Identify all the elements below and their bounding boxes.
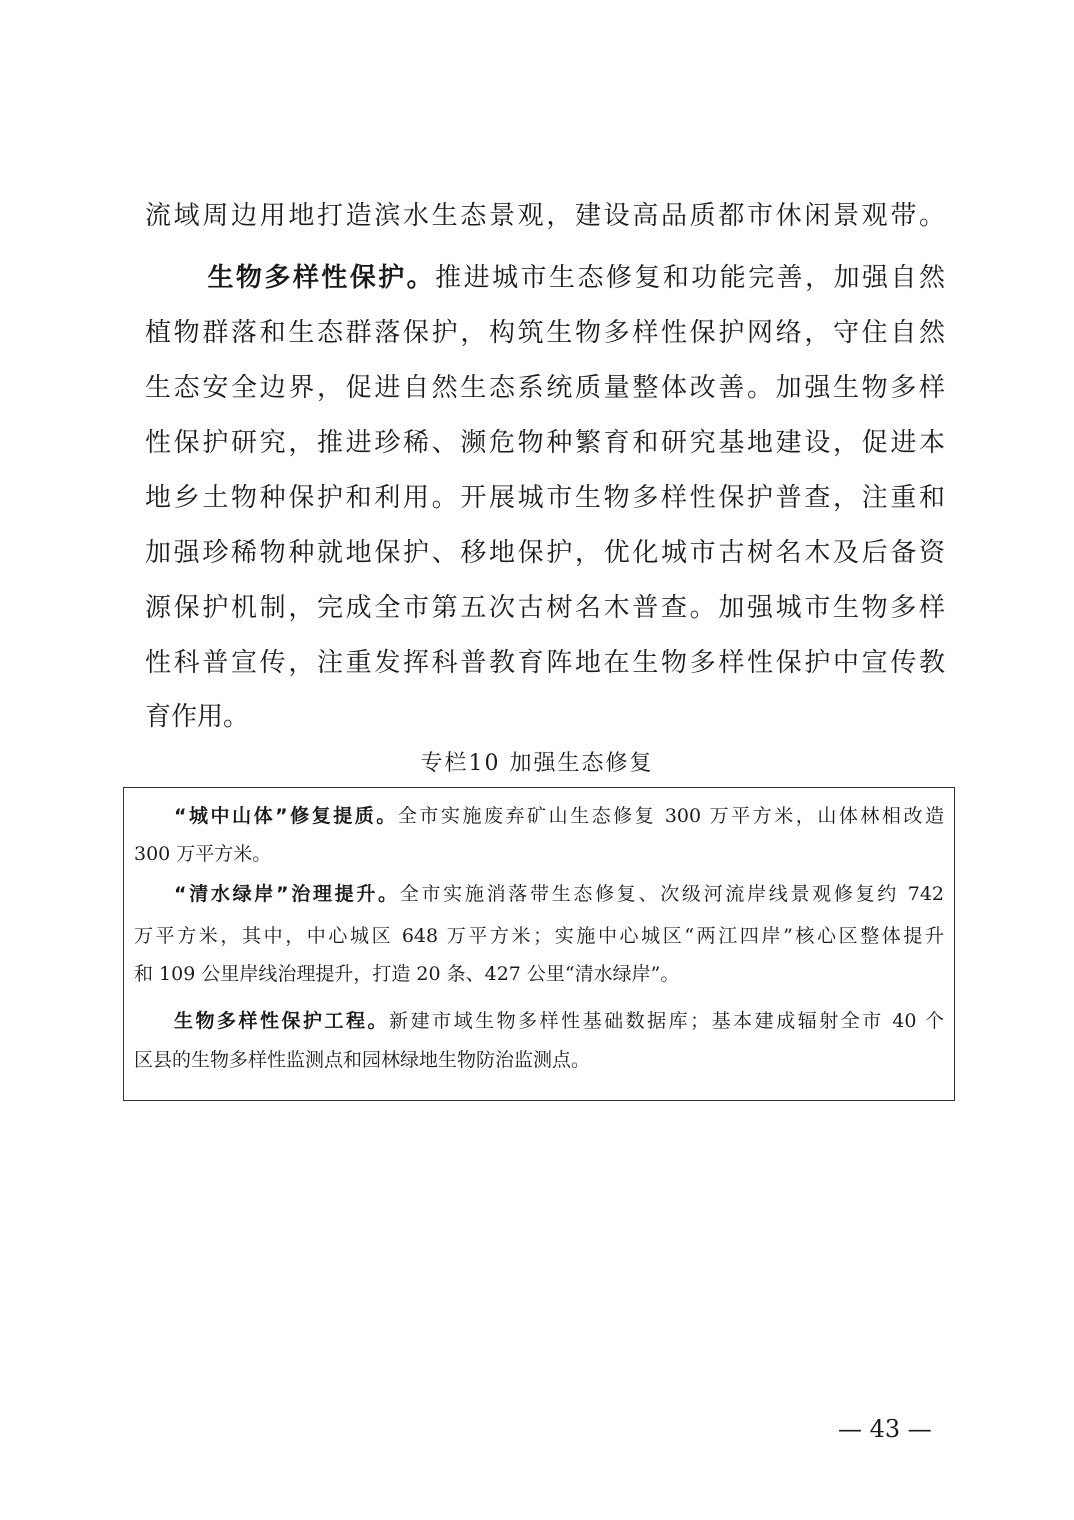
section-heading: 生物多样性保护。 — [205, 263, 436, 293]
box-line: 300 万平方米。 — [134, 843, 272, 865]
box-line: 和 109 公里岸线治理提升，打造 20 条、427 公里“清水绿岸”。 — [134, 963, 680, 985]
column-title: 专栏10 加强生态修复 — [420, 751, 654, 776]
paragraph-line: 流域周边用地打造滨水生态景观，建设高品质都市休闲景观带。 — [145, 201, 945, 231]
paragraph-line: 源保护机制，完成全市第五次古树名木普查。加强城市生物多样 — [145, 593, 945, 623]
paragraph-line: 植物群落和生态群落保护，构筑生物多样性保护网络，守住自然 — [145, 318, 945, 348]
paragraph-line: 加强珍稀物种就地保护、移地保护，优化城市古树名木及后备资 — [145, 538, 945, 568]
paragraph-line: 育作用。 — [145, 702, 250, 732]
item-heading: 生物多样性保护工程。 — [174, 1010, 390, 1032]
column-box — [123, 787, 955, 1101]
item-heading: “城中山体”修复提质。 — [174, 805, 398, 827]
box-line: 生物多样性保护工程。新建市域生物多样性基础数据库；基本建成辐射全市 40 个 — [174, 1010, 944, 1032]
box-line: “清水绿岸”治理提升。全市实施消落带生态修复、次级河流岸线景观修复约 742 — [174, 883, 944, 905]
page-number: — 43 — — [838, 1415, 932, 1443]
paragraph-line: 地乡土物种保护和利用。开展城市生物多样性保护普查，注重和 — [145, 483, 945, 513]
paragraph-line: 生态安全边界，促进自然生态系统质量整体改善。加强生物多样 — [145, 373, 945, 403]
paragraph-line: 性科普宣传，注重发挥科普教育阵地在生物多样性保护中宣传教 — [145, 648, 945, 678]
box-line: 万平方米，其中，中心城区 648 万平方米；实施中心城区“两江四岸”核心区整体提升 — [134, 925, 944, 947]
paragraph-line: 性保护研究，推进珍稀、濒危物种繁育和研究基地建设，促进本 — [145, 428, 945, 458]
box-line: “城中山体”修复提质。全市实施废弃矿山生态修复 300 万平方米，山体林相改造 — [174, 805, 944, 827]
paragraph-line: 生物多样性保护。推进城市生态修复和功能完善，加强自然 — [205, 263, 945, 293]
box-line: 区县的生物多样性监测点和园林绿地生物防治监测点。 — [134, 1049, 591, 1071]
item-heading: “清水绿岸”治理提升。 — [174, 883, 400, 905]
